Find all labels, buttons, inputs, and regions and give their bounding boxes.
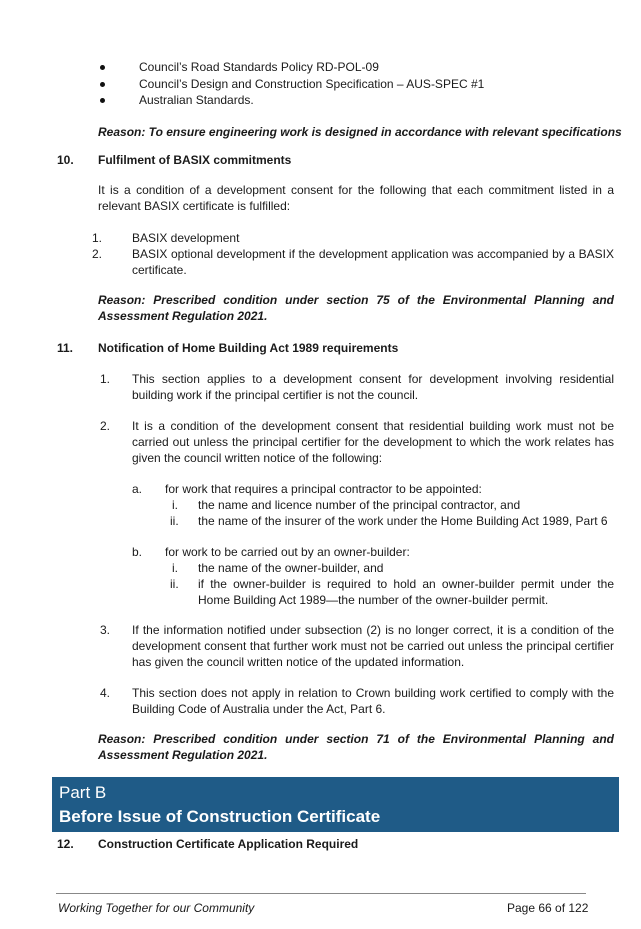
list-number: 3.	[100, 623, 111, 637]
section-heading: Construction Certificate Application Required	[98, 837, 359, 851]
section-number: 12.	[57, 837, 74, 851]
section-number: 11.	[57, 341, 74, 355]
part-banner	[52, 777, 619, 832]
bullet-icon	[100, 65, 105, 70]
roman-number: i.	[172, 561, 178, 575]
reason-home-building: Reason: Prescribed condition under section 71 of the Environmental Planning and Assessment Regulation 2021.	[98, 732, 614, 762]
sub-letter: a.	[132, 482, 143, 496]
roman-number: i.	[172, 498, 178, 512]
roman-number: ii.	[170, 577, 179, 591]
part-label: Part B	[59, 783, 107, 802]
list-item: If the information notified under subsection (2) is no longer correct, it is a condition of the development consent that further work must not be carried out unless the principal certifier has given the council written notice of the updated information.	[132, 623, 614, 669]
list-item: Council’s Design and Construction Specification – AUS-SPEC #1	[139, 77, 485, 91]
list-item: This section does not apply in relation to Crown building work certified to comply with the Building Code of Australia under the Act, Part 6.	[132, 686, 614, 716]
list-item: BASIX development	[132, 231, 240, 245]
reason-basix: Reason: Prescribed condition under section 75 of the Environmental Planning and Assessment Regulation 2021.	[98, 293, 614, 323]
list-item: This section applies to a development consent for development involving residential building work if the principal certifier is not the council.	[132, 372, 614, 402]
part-title: Before Issue of Construction Certificate	[59, 807, 381, 826]
bullet-icon	[100, 82, 105, 87]
roman-item: the name and licence number of the principal contractor, and	[198, 498, 521, 512]
list-item: Australian Standards.	[139, 93, 254, 107]
bullet-icon	[100, 98, 105, 103]
sub-item: for work that requires a principal contractor to be appointed:	[165, 482, 482, 496]
sub-letter: b.	[132, 545, 143, 559]
roman-item: the name of the insurer of the work under the Home Building Act 1989, Part 6	[198, 514, 608, 528]
list-number: 2.	[92, 247, 103, 261]
section-heading: Fulfilment of BASIX commitments	[98, 153, 292, 167]
section-heading: Notification of Home Building Act 1989 requirements	[98, 341, 399, 355]
section-number: 10.	[57, 153, 74, 167]
reason-engineering: Reason: To ensure engineering work is designed in accordance with relevant specifications	[98, 125, 622, 139]
list-number: 1.	[92, 231, 103, 245]
list-number: 1.	[100, 372, 111, 386]
list-item: It is a condition of the development consent that residential building work must not be carried out unless the principal certifier for the development to which the work relates has given the council written notice of the following:	[132, 419, 614, 465]
list-number: 2.	[100, 419, 111, 433]
footer-divider	[56, 893, 586, 894]
list-number: 4.	[100, 686, 111, 700]
roman-item: the name of the owner-builder, and	[198, 561, 384, 575]
list-item: BASIX optional development if the development application was accompanied by a BASIX certificate.	[132, 247, 614, 277]
roman-item: if the owner-builder is required to hold an owner-builder permit under the Home Building Act 1989—the number of the owner-builder permit.	[198, 577, 614, 607]
page-number: Page 66 of 122	[507, 901, 589, 915]
sub-item: for work to be carried out by an owner-builder:	[165, 545, 410, 559]
list-item: Council’s Road Standards Policy RD-POL-09	[139, 60, 379, 74]
paragraph: It is a condition of a development consent for the following that each commitment listed in a relevant BASIX certificate is fulfilled:	[98, 183, 614, 213]
footer-tagline: Working Together for our Community	[58, 901, 255, 915]
roman-number: ii.	[170, 514, 179, 528]
